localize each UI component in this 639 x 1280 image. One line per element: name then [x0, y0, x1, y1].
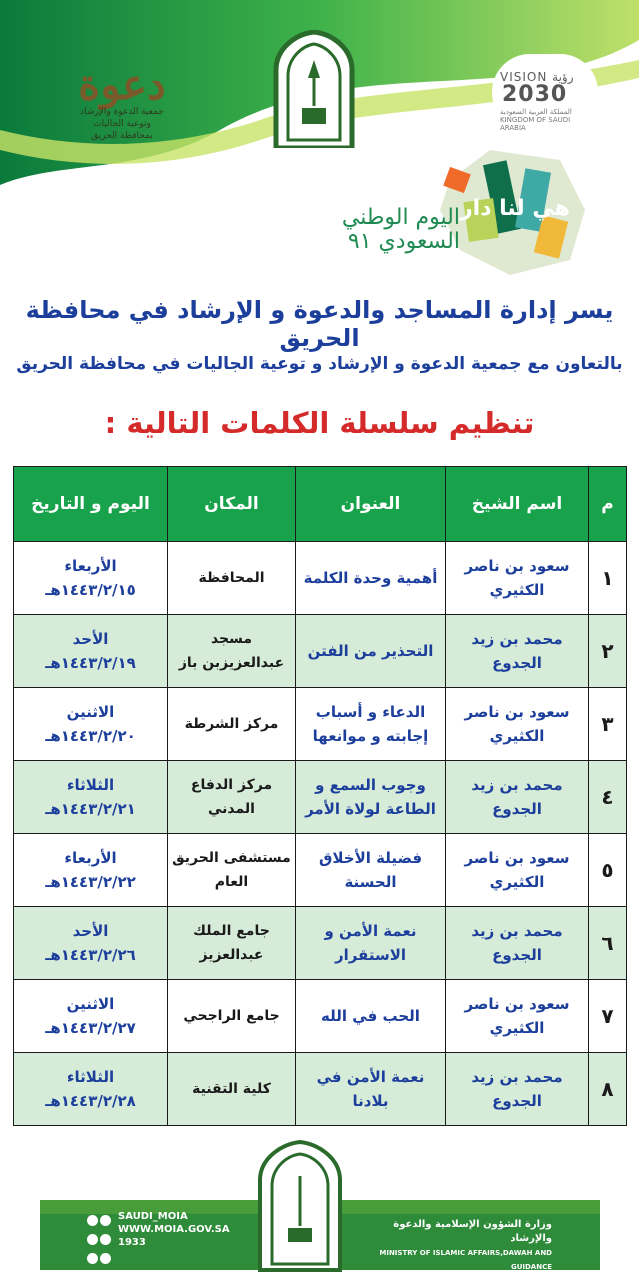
facebook-icon [87, 1253, 98, 1264]
vision-2030-logo [492, 54, 598, 130]
row-day: الاثنين [66, 703, 115, 721]
table-row [14, 907, 627, 980]
table-header-row [14, 467, 627, 542]
header-place: المكان [168, 467, 296, 542]
cooperation-subtitle: بالتعاون مع جمعية الدعوة و الإرشاد و توعية الجاليات في محافظة الحريق [16, 354, 623, 374]
row-sheikh: سعود بن ناصر الكثيري [446, 688, 589, 761]
header-title: العنوان [296, 467, 446, 542]
dawah-logo-line: بمحافظة الحريق [91, 131, 153, 141]
row-title: فضيلة الأخلاق الحسنة [296, 834, 446, 907]
dawah-logo-line: وتوعية الجاليات [93, 119, 151, 129]
row-place: مستشفى الحريق العام [168, 834, 296, 907]
row-day: الثلاثاء [66, 776, 115, 794]
national-day-line1: اليوم الوطني [341, 205, 460, 230]
row-day: الأربعاء [64, 557, 117, 575]
row-place: المحافظة [168, 542, 296, 615]
row-date-cell [14, 834, 168, 907]
row-date-cell [14, 907, 168, 980]
row-day: الأربعاء [64, 849, 117, 867]
row-day: الأحد [72, 922, 109, 940]
row-number: ٧ [589, 980, 627, 1053]
lecture-schedule-table [13, 466, 627, 1126]
footer-ministry [352, 1218, 552, 1274]
national-day-logo-text: هي لنا دار [460, 196, 570, 221]
row-number: ٢ [589, 615, 627, 688]
announcement-title: يسر إدارة المساجد والدعوة و الإرشاد في محافظة الحريق [25, 296, 614, 352]
row-date-cell [14, 1053, 168, 1126]
row-title: التحذير من الفتن [296, 615, 446, 688]
phone-icon [100, 1253, 111, 1264]
dawah-association-logo [62, 36, 182, 154]
snapchat-icon [87, 1215, 98, 1226]
table-row [14, 688, 627, 761]
row-sheikh: محمد بن زيد الجدوع [446, 615, 589, 688]
vision-subtitle: المملكة العربية السعودية KINGDOM OF SAUDI ARABIA [500, 108, 572, 132]
footer-ministry-ar: وزارة الشؤون الإسلامية والدعوة والإرشاد [393, 1219, 552, 1244]
social-icons [86, 1212, 116, 1269]
row-day: الثلاثاء [66, 1068, 115, 1086]
row-date-cell [14, 980, 168, 1053]
row-sheikh: محمد بن زيد الجدوع [446, 761, 589, 834]
row-place: مركز الشرطة [168, 688, 296, 761]
row-day: الأحد [72, 630, 109, 648]
row-day: الاثنين [66, 995, 115, 1013]
table-row [14, 980, 627, 1053]
row-date-cell [14, 542, 168, 615]
national-day-text [270, 206, 460, 254]
footer-website: WWW.MOIA.GOV.SA [118, 1224, 230, 1235]
vision-year: 2030 [502, 82, 568, 107]
email-icon [87, 1234, 98, 1245]
header-date: اليوم و التاريخ [14, 467, 168, 542]
row-title: نعمة الأمن و الاستقرار [296, 907, 446, 980]
table-row [14, 761, 627, 834]
row-place: جامع الراجحي [168, 980, 296, 1053]
row-place: مركز الدفاع المدني [168, 761, 296, 834]
header-sheikh: اسم الشيخ [446, 467, 589, 542]
row-number: ٣ [589, 688, 627, 761]
row-place: جامع الملك عبدالعزيز [168, 907, 296, 980]
row-number: ٨ [589, 1053, 627, 1126]
vision-label: VISION رؤية [500, 70, 574, 84]
national-day-line2: السعودي ٩١ [347, 229, 460, 254]
row-date: ١٤٤٣/٢/٢١هـ [45, 800, 136, 818]
footer-handle: SAUDI_MOIA [118, 1211, 188, 1222]
youtube-icon [100, 1234, 111, 1245]
dawah-logo-mark: دعوة [78, 60, 166, 109]
table-row [14, 834, 627, 907]
row-title: الحب في الله [296, 980, 446, 1053]
row-sheikh: سعود بن ناصر الكثيري [446, 980, 589, 1053]
row-sheikh: سعود بن ناصر الكثيري [446, 834, 589, 907]
twitter-icon [100, 1215, 111, 1226]
table-row [14, 1053, 627, 1126]
table-row [14, 615, 627, 688]
row-place: كلية التقنية [168, 1053, 296, 1126]
row-title: وجوب السمع و الطاعة لولاة الأمر [296, 761, 446, 834]
header-number: م [589, 467, 627, 542]
row-date-cell [14, 688, 168, 761]
row-date: ١٤٤٣/٢/٢٢هـ [45, 873, 136, 891]
row-number: ٤ [589, 761, 627, 834]
footer-contacts [118, 1210, 230, 1249]
row-date-cell [14, 761, 168, 834]
row-title: الدعاء و أسباب إجابته و موانعها [296, 688, 446, 761]
row-date: ١٤٤٣/٢/١٩هـ [45, 654, 136, 672]
row-date: ١٤٤٣/٢/٢٨هـ [45, 1092, 136, 1110]
row-date-cell [14, 615, 168, 688]
footer-ministry-en: MINISTRY OF ISLAMIC AFFAIRS,DAWAH AND GUIDANCE [379, 1249, 552, 1271]
row-date: ١٤٤٣/٢/٢٠هـ [45, 727, 136, 745]
row-title: أهمية وحدة الكلمة [296, 542, 446, 615]
row-number: ٦ [589, 907, 627, 980]
row-number: ١ [589, 542, 627, 615]
row-date: ١٤٤٣/٢/١٥هـ [45, 581, 136, 599]
row-sheikh: محمد بن زيد الجدوع [446, 907, 589, 980]
row-sheikh: محمد بن زيد الجدوع [446, 1053, 589, 1126]
row-date: ١٤٤٣/٢/٢٦هـ [45, 946, 136, 964]
row-sheikh: سعود بن ناصر الكثيري [446, 542, 589, 615]
row-title: نعمة الأمن في بلادنا [296, 1053, 446, 1126]
table-row [14, 542, 627, 615]
dawah-logo-line: جمعية الدعوة والإرشاد [80, 107, 164, 117]
row-date: ١٤٤٣/٢/٢٧هـ [45, 1019, 136, 1037]
row-place: مسجد عبدالعزيزبن باز [168, 615, 296, 688]
ministry-emblem-icon [268, 30, 360, 148]
footer-phone: 1933 [118, 1237, 146, 1248]
row-number: ٥ [589, 834, 627, 907]
series-heading: تنظيم سلسلة الكلمات التالية : [104, 406, 535, 440]
